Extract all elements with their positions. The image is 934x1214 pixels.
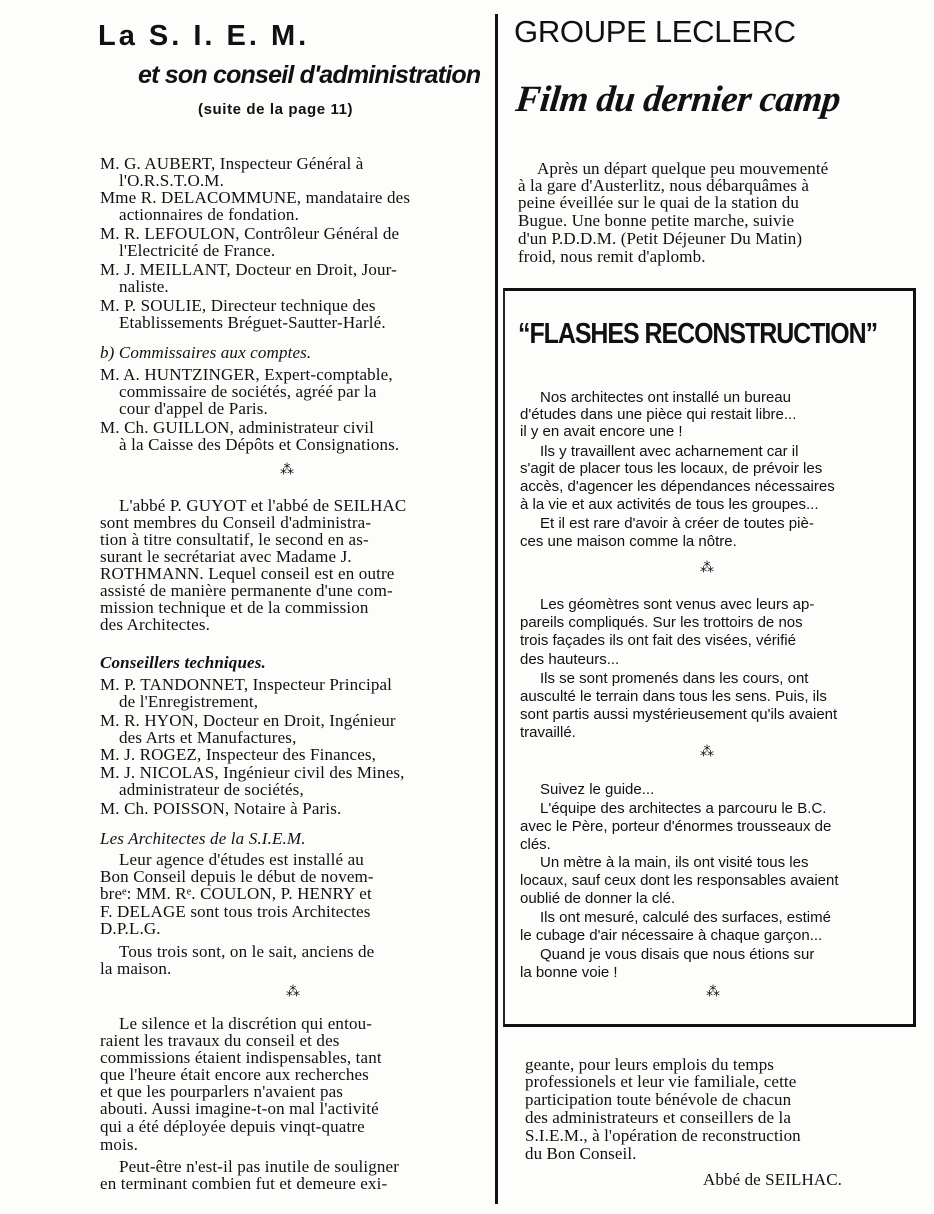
box-line: Nos architectes ont installé un bureau — [540, 389, 791, 406]
box-line: avec le Père, porteur d'énormes trousseaux de — [520, 818, 832, 835]
para-line: sont membres du Conseil d'administra- — [100, 513, 372, 532]
asterism-separator: ⁂ — [706, 984, 720, 1000]
para-line: assisté de manière permanente d'une com- — [100, 581, 393, 600]
box-line: Ils y travaillent avec acharnement car il — [540, 443, 799, 460]
architectes-line: la maison. — [100, 959, 172, 978]
box-line: oublié de donner la clé. — [520, 890, 676, 907]
box-line: Un mètre à la main, ils ont visité tous les — [540, 854, 809, 871]
conseiller-line: M. J. ROGEZ, Inspecteur des Finances, — [100, 745, 377, 764]
box-line: locaux, sauf ceux dont les responsables avaient — [520, 872, 839, 889]
para-line: mission technique et de la commission — [100, 598, 369, 617]
conseiller-line: M. Ch. POISSON, Notaire à Paris. — [100, 799, 342, 818]
architectes-line: Leur agence d'études est installé au — [119, 850, 364, 869]
para-line: mois. — [100, 1135, 139, 1154]
signature: Abbé de SEILHAC. — [703, 1170, 842, 1189]
box-line: ces une maison comme la nôtre. — [520, 533, 737, 550]
para-line: tion à titre consultatif, le second en as- — [100, 530, 369, 549]
para-line: en terminant combien fut et demeure exi- — [100, 1174, 388, 1193]
continuation-line: participation toute bénévole de chacun — [525, 1090, 792, 1109]
member-line: M. G. AUBERT, Inspecteur Général à — [100, 154, 364, 173]
para-line: et que les pourparlers n'avaient pas — [100, 1082, 344, 1101]
commissaire-line: cour d'appel de Paris. — [119, 399, 268, 418]
architectes-line: D.P.L.G. — [100, 919, 161, 938]
asterism-separator: ⁂ — [280, 462, 294, 478]
architectes-heading: Les Architectes de la S.I.E.M. — [100, 829, 306, 848]
box-line: des hauteurs... — [520, 651, 620, 668]
member-line: M. J. MEILLANT, Docteur en Droit, Jour- — [100, 260, 397, 279]
groupe-heading: GROUPE LECLERC — [514, 14, 796, 49]
box-line: ausculté le terrain dans tous les sens. Puis, ils — [520, 688, 827, 705]
member-line: l'O.R.S.T.O.M. — [119, 171, 224, 190]
para-line: qui a été déployée depuis vinqt-quatre — [100, 1117, 365, 1136]
para-line: que l'heure était encore aux recherches — [100, 1065, 369, 1084]
architectes-line: breᵉ: MM. Rᵉ. COULON, P. HENRY et — [100, 884, 372, 903]
member-line: M. R. LEFOULON, Contrôleur Général de — [100, 224, 400, 243]
box-line: Ils ont mesuré, calculé des surfaces, estimé — [540, 909, 831, 926]
commissaires-heading: b) Commissaires aux comptes. — [100, 343, 312, 362]
member-line: l'Electricité de France. — [119, 241, 276, 260]
box-line: la bonne voie ! — [520, 964, 618, 981]
conseillers-heading: Conseillers techniques. — [100, 653, 266, 672]
flashes-title: “FLASHES RECONSTRUCTION” — [518, 318, 878, 350]
box-line: Ils se sont promenés dans les cours, ont — [540, 670, 809, 687]
box-line: il y en avait encore une ! — [520, 423, 683, 440]
box-line: Suivez le guide... — [540, 781, 655, 798]
continuation-line: du Bon Conseil. — [525, 1144, 637, 1163]
para-line: ROTHMANN. Lequel conseil est en outre — [100, 564, 395, 583]
para-line: des Architectes. — [100, 615, 211, 634]
siem-subtitle: et son conseil d'administration — [138, 61, 481, 89]
box-line: accès, d'agencer les dépendances nécessaires — [520, 478, 835, 495]
architectes-line: F. DELAGE sont tous trois Architectes — [100, 902, 371, 921]
commissaire-line: M. A. HUNTZINGER, Expert-comptable, — [100, 365, 393, 384]
box-line: Et il est rare d'avoir à créer de toutes piè- — [540, 515, 814, 532]
member-line: naliste. — [119, 277, 169, 296]
film-title: Film du dernier camp — [513, 79, 843, 120]
film-text-line: Après un départ quelque peu mouvementé — [537, 159, 829, 178]
column-divider — [495, 14, 498, 1204]
asterism-separator: ⁂ — [700, 560, 714, 576]
asterism-separator: ⁂ — [286, 984, 300, 1000]
box-line: à la vie et aux activités de tous les groupes... — [520, 496, 819, 513]
box-line: s'agit de placer tous les locaux, de prévoir les — [520, 460, 823, 477]
continuation-line: des administrateurs et conseillers de la — [525, 1108, 791, 1127]
architectes-line: Bon Conseil depuis le début de novem- — [100, 867, 374, 886]
box-line: pareils compliqués. Sur les trottoirs de nos — [520, 614, 803, 631]
film-text-line: peine éveillée sur le quai de la station du — [518, 193, 799, 212]
box-line: Quand je vous disais que nous étions sur — [540, 946, 815, 963]
box-line: Les géomètres sont venus avec leurs ap- — [540, 596, 815, 613]
conseiller-line: M. J. NICOLAS, Ingénieur civil des Mines, — [100, 763, 405, 782]
box-line: clés. — [520, 836, 551, 853]
member-line: Etablissements Bréguet-Sautter-Harlé. — [119, 313, 386, 332]
box-line: d'études dans une pièce qui restait libre... — [520, 406, 797, 423]
member-line: actionnaires de fondation. — [119, 205, 299, 224]
film-text-line: d'un P.D.D.M. (Petit Déjeuner Du Matin) — [518, 229, 803, 248]
film-text-line: à la gare d'Austerlitz, nous débarquâmes à — [518, 176, 809, 195]
box-line: L'équipe des architectes a parcouru le B.C. — [540, 800, 827, 817]
para-line: abouti. Aussi imagine-t-on mal l'activité — [100, 1099, 379, 1118]
member-line: Mme R. DELACOMMUNE, mandataire des — [100, 188, 411, 207]
commissaire-line: à la Caisse des Dépôts et Consignations. — [119, 435, 400, 454]
siem-title: La S. I. E. M. — [98, 20, 310, 52]
conseiller-line: M. P. TANDONNET, Inspecteur Principal — [100, 675, 393, 694]
para-line: Le silence et la discrétion qui entou- — [119, 1014, 373, 1033]
member-line: M. P. SOULIE, Directeur technique des — [100, 296, 376, 315]
continued-note: (suite de la page 11) — [198, 101, 354, 118]
film-text-line: froid, nous remit d'aplomb. — [518, 247, 706, 266]
conseiller-line: M. R. HYON, Docteur en Droit, Ingénieur — [100, 711, 396, 730]
continuation-line: geante, pour leurs emplois du temps — [525, 1055, 775, 1074]
commissaire-line: commissaire de sociétés, agréé par la — [119, 382, 377, 401]
conseiller-line: administrateur de sociétés, — [119, 780, 304, 799]
box-line: sont partis aussi mystérieusement qu'ils avaient — [520, 706, 838, 723]
para-line: surant le secrétariat avec Madame J. — [100, 547, 352, 566]
para-line: commissions étaient indispensables, tant — [100, 1048, 382, 1067]
film-text-line: Bugue. Une bonne petite marche, suivie — [518, 211, 795, 230]
continuation-line: professionels et leur vie familiale, cette — [525, 1072, 797, 1091]
commissaire-line: M. Ch. GUILLON, administrateur civil — [100, 418, 375, 437]
box-line: trois façades ils ont fait des visées, vérifié — [520, 632, 796, 649]
asterism-separator: ⁂ — [700, 744, 714, 760]
para-line: L'abbé P. GUYOT et l'abbé de SEILHAC — [119, 496, 407, 515]
architectes-line: Tous trois sont, on le sait, anciens de — [119, 942, 375, 961]
conseiller-line: des Arts et Manufactures, — [119, 728, 297, 747]
box-line: travaillé. — [520, 724, 576, 741]
conseiller-line: de l'Enregistrement, — [119, 692, 259, 711]
box-line: le cubage d'air nécessaire à chaque garçon... — [520, 927, 823, 944]
continuation-line: S.I.E.M., à l'opération de reconstruction — [525, 1126, 801, 1145]
para-line: raient les travaux du conseil et des — [100, 1031, 340, 1050]
para-line: Peut-être n'est-il pas inutile de souligner — [119, 1157, 400, 1176]
